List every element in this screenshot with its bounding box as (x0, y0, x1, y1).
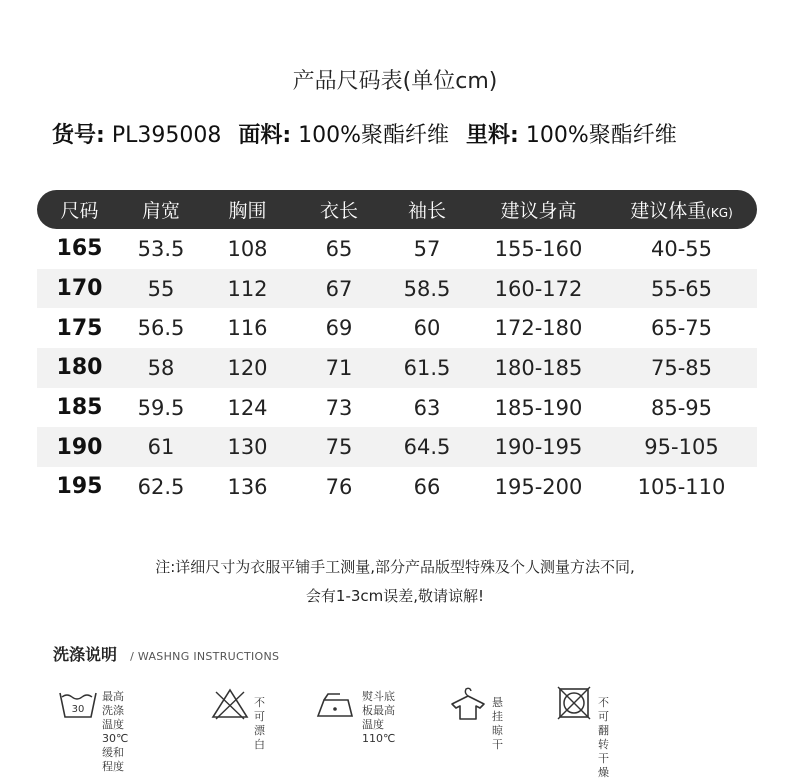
cell-shoulder: 61 (122, 427, 200, 467)
cell-sleeve: 60 (413, 316, 441, 341)
item-no-value: PL395008 (111, 123, 222, 148)
cell-length: 71 (295, 348, 383, 388)
cell-weight: 105-110 (637, 474, 726, 499)
header-height: 建议身高 (471, 190, 606, 229)
cell-weight: 95-105 (606, 427, 757, 467)
cell-chest: 136 (227, 474, 268, 499)
cell-height: 155-160 (494, 236, 583, 261)
cell-chest: 124 (227, 395, 268, 420)
note-line-1: 注:详细尺寸为衣服平铺手工测量,部分产品版型特殊及个人测量方法不同, (155, 558, 635, 576)
cell-height: 190-195 (471, 427, 606, 467)
no-tumble-dry-icon (554, 686, 594, 720)
cell-height: 195-200 (494, 474, 583, 499)
item-no-label: 货号: (52, 123, 105, 148)
cell-shoulder: 53.5 (137, 236, 185, 261)
cell-length: 69 (325, 316, 353, 341)
cell-height: 180-185 (471, 348, 606, 388)
header-length: 衣长 (295, 190, 383, 229)
washing-instructions (58, 684, 778, 779)
table-row (37, 388, 757, 428)
table-row (37, 348, 757, 388)
cell-length: 76 (325, 474, 353, 499)
cell-weight: 40-55 (650, 236, 713, 261)
cell-length: 65 (325, 236, 353, 261)
cell-sleeve: 57 (413, 236, 441, 261)
lining-value: 100%聚酯纤维 (525, 123, 677, 148)
cell-sleeve: 61.5 (383, 348, 471, 388)
wash-item-text: 不可翻转干燥 (598, 696, 609, 779)
wash-30-icon (58, 686, 98, 720)
cell-length: 67 (295, 269, 383, 309)
header-size: 尺码 (37, 190, 122, 229)
washing-subtitle: / WASHNG INSTRUCTIONS (130, 650, 280, 663)
cell-shoulder: 59.5 (137, 395, 185, 420)
iron-icon (314, 686, 358, 720)
cell-size: 190 (37, 427, 122, 467)
cell-weight: 65-75 (650, 316, 713, 341)
header-weight-unit: (KG) (706, 206, 733, 220)
product-info (52, 118, 772, 149)
cell-sleeve: 64.5 (383, 427, 471, 467)
cell-sleeve: 63 (413, 395, 441, 420)
table-row (37, 427, 757, 467)
fabric-value: 100%聚酯纤维 (298, 123, 450, 148)
cell-shoulder: 55 (122, 269, 200, 309)
table-row (37, 269, 757, 309)
cell-length: 73 (325, 395, 353, 420)
cell-chest: 108 (227, 236, 268, 261)
measurement-note (0, 553, 790, 611)
cell-size: 175 (56, 315, 103, 341)
lining-label: 里料: (466, 123, 519, 148)
note-line-2: 会有1-3cm误差,敬请谅解! (305, 587, 485, 605)
cell-size: 165 (56, 236, 103, 262)
wash-item-text: 悬挂晾干 (492, 696, 503, 751)
cell-size: 185 (56, 395, 103, 421)
table-row (37, 467, 757, 507)
cell-weight: 55-65 (606, 269, 757, 309)
cell-chest: 116 (227, 316, 268, 341)
wash-item-text: 熨斗底板最高 温度110℃ (362, 690, 396, 745)
wash-item-text: 最高洗涤温度30℃ 缓和程度 (102, 690, 129, 773)
cell-sleeve: 58.5 (383, 269, 471, 309)
cell-height: 160-172 (471, 269, 606, 309)
wash-item-text: 不可漂白 (254, 696, 265, 751)
cell-shoulder: 62.5 (137, 474, 185, 499)
fabric-label: 面料: (238, 123, 292, 148)
cell-height: 185-190 (494, 395, 583, 420)
cell-weight: 75-85 (606, 348, 757, 388)
header-shoulder: 肩宽 (122, 190, 200, 229)
header-weight-label: 建议体重 (630, 200, 707, 222)
cell-chest: 120 (200, 348, 295, 388)
cell-shoulder: 56.5 (137, 316, 185, 341)
table-row (37, 229, 757, 269)
cell-weight: 85-95 (650, 395, 713, 420)
washing-title: 洗涤说明 (53, 645, 118, 664)
cell-size: 170 (37, 269, 122, 309)
washing-header (53, 642, 279, 665)
page-title: 产品尺码表(单位cm) (292, 69, 498, 94)
cell-length: 75 (295, 427, 383, 467)
header-sleeve: 袖长 (383, 190, 471, 229)
cell-chest: 112 (200, 269, 295, 309)
size-table (37, 190, 757, 507)
hang-dry-icon (448, 686, 488, 720)
no-bleach-icon (210, 686, 250, 720)
cell-height: 172-180 (494, 316, 583, 341)
table-header-row (37, 190, 757, 229)
wash-temp-number: 30 (71, 704, 85, 715)
header-weight (606, 190, 757, 229)
header-chest: 胸围 (200, 190, 295, 229)
cell-sleeve: 66 (413, 474, 441, 499)
table-row (37, 308, 757, 348)
cell-chest: 130 (200, 427, 295, 467)
cell-size: 180 (37, 348, 122, 388)
cell-shoulder: 58 (122, 348, 200, 388)
cell-size: 195 (56, 474, 103, 500)
